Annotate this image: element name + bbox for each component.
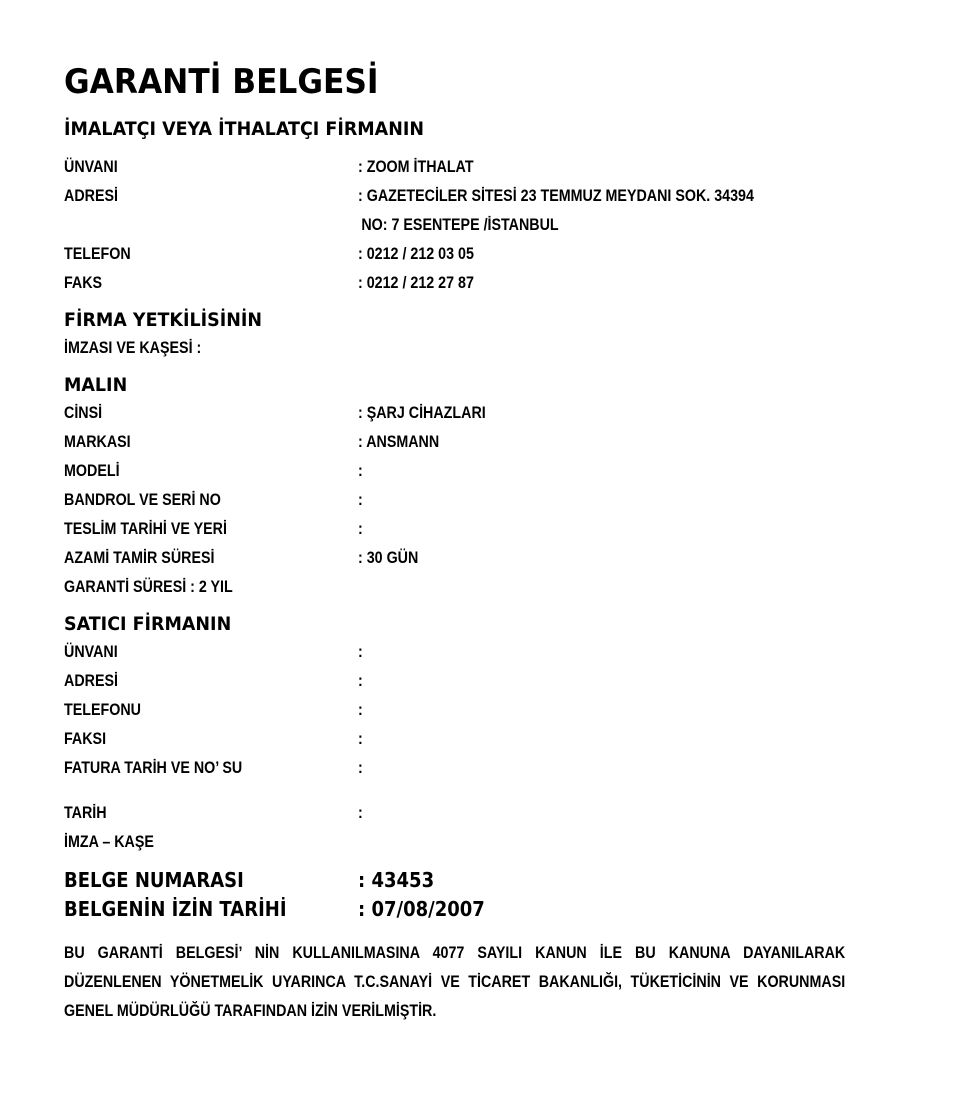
certificate-number-label: BELGE NUMARASI xyxy=(64,868,244,892)
field-label: ÜNVANI xyxy=(64,642,118,661)
certificate-info xyxy=(64,866,894,924)
manufacturer-address-row xyxy=(64,181,894,210)
field-value: : ŞARJ CİHAZLARI xyxy=(358,403,486,422)
manufacturer-fax-row xyxy=(64,268,894,297)
field-value: : xyxy=(358,758,363,777)
product-repair-time-row xyxy=(64,543,894,572)
product-type-row xyxy=(64,398,894,427)
field-label: İMZA – KAŞE xyxy=(64,832,154,851)
product-details xyxy=(64,398,894,601)
field-value: : ZOOM İTHALAT xyxy=(358,157,474,176)
certificate-number-value: : 43453 xyxy=(358,868,435,892)
seller-invoice-row xyxy=(64,753,894,782)
seller-details xyxy=(64,637,894,782)
manufacturer-title-row xyxy=(64,152,894,181)
warranty-document xyxy=(64,62,894,1025)
field-label: FAKSI xyxy=(64,729,107,748)
field-value: : 0212 / 212 03 05 xyxy=(358,244,474,263)
certificate-date-row xyxy=(64,895,894,924)
field-label: MARKASI xyxy=(64,432,131,451)
field-label: TESLİM TARİHİ VE YERİ xyxy=(64,519,227,538)
field-value: : xyxy=(358,729,363,748)
field-label: AZAMİ TAMİR SÜRESİ xyxy=(64,548,215,567)
field-value: : xyxy=(358,642,363,661)
legal-notice: BU GARANTİ BELGESİ’ NİN KULLANILMASINA 4077 SAYILI KANUN İLE BU KANUNA DAYANILARAK DÜZENLENEN YÖNETMELİK UYARINCA T.C.SANAYİ VE TİCARET BAKANLIĞI, TÜKETİCİNİN VE KORUNMASI GENEL MÜDÜRLÜĞÜ TARAFINDAN İZİN VERİLMİŞTİR. xyxy=(64,943,846,1020)
field-value: : xyxy=(358,490,363,509)
field-label: FAKS xyxy=(64,273,103,292)
manufacturer-heading: İMALATÇI VEYA İTHALATÇI FİRMANIN xyxy=(64,118,424,140)
seller-fax-row xyxy=(64,724,894,753)
seller-title-row xyxy=(64,637,894,666)
field-label: ÜNVANI xyxy=(64,157,118,176)
authorized-heading: FİRMA YETKİLİSİNİN xyxy=(64,309,262,331)
field-value: : ANSMANN xyxy=(358,432,440,451)
field-label: BANDROL VE SERİ NO xyxy=(64,490,221,509)
field-value: NO: 7 ESENTEPE /İSTANBUL xyxy=(361,215,559,234)
field-label: MODELİ xyxy=(64,461,120,480)
field-value: : xyxy=(358,519,363,538)
field-label: ADRESİ xyxy=(64,186,118,205)
field-value: : GAZETECİLER SİTESİ 23 TEMMUZ MEYDANI SOK. 34394 xyxy=(358,186,754,205)
field-value: : xyxy=(358,671,363,690)
field-label: İMZASI VE KAŞESİ : xyxy=(64,338,202,357)
certificate-date-value: : 07/08/2007 xyxy=(358,897,485,921)
seller-heading: SATICI FİRMANIN xyxy=(64,613,232,635)
field-value: : xyxy=(358,700,363,719)
field-label: TARİH xyxy=(64,803,107,822)
field-label: TELEFONU xyxy=(64,700,141,719)
product-model-row xyxy=(64,456,894,485)
manufacturer-details xyxy=(64,152,894,297)
date-row xyxy=(64,798,894,827)
warranty-period-row xyxy=(64,572,894,601)
field-value: : xyxy=(358,461,363,480)
product-heading: MALIN xyxy=(64,374,128,396)
seller-address-row xyxy=(64,666,894,695)
authorized-signature-row xyxy=(64,333,894,362)
field-label: CİNSİ xyxy=(64,403,103,422)
product-serial-row xyxy=(64,485,894,514)
signature-stamp-row xyxy=(64,827,894,856)
product-brand-row xyxy=(64,427,894,456)
field-label xyxy=(64,210,311,239)
field-value: : 30 GÜN xyxy=(358,548,419,567)
certificate-date-label: BELGENİN İZİN TARİHİ xyxy=(64,897,287,921)
product-delivery-row xyxy=(64,514,894,543)
manufacturer-address-continued-row xyxy=(64,210,894,239)
field-label: TELEFON xyxy=(64,244,131,263)
certificate-number-row xyxy=(64,866,894,895)
field-label: FATURA TARİH VE NO’ SU xyxy=(64,758,243,777)
field-label: ADRESİ xyxy=(64,671,118,690)
manufacturer-phone-row xyxy=(64,239,894,268)
field-value: : 0212 / 212 27 87 xyxy=(358,273,474,292)
document-title: GARANTİ BELGESİ xyxy=(64,62,379,102)
date-signature xyxy=(64,798,894,856)
field-value: : xyxy=(358,803,363,822)
field-label: GARANTİ SÜRESİ : 2 YIL xyxy=(64,577,233,596)
seller-phone-row xyxy=(64,695,894,724)
